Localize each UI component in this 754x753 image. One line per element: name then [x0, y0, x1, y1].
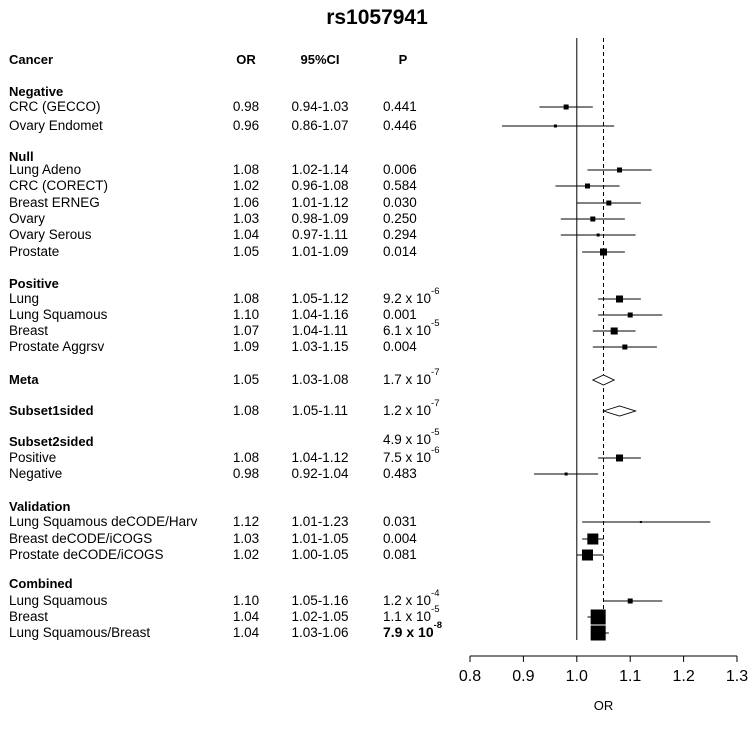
p-value: 1.2 x $10^{-7}$	[383, 398, 440, 418]
row-label: Negative	[9, 466, 63, 481]
estimate-box	[628, 313, 633, 318]
ci-value: 1.05-1.11	[291, 403, 349, 418]
or-value: 1.03	[232, 211, 260, 226]
group-p-value: 4.9 x $10^{-5}$	[383, 427, 440, 447]
x-tick-label: 1.0	[565, 668, 588, 685]
p-value: 0.030	[383, 195, 417, 210]
or-value: 1.04	[232, 227, 260, 242]
or-value: 1.04	[232, 625, 260, 640]
header-p: P	[398, 52, 408, 67]
p-value: 1.1 x $10^{-5}$	[383, 604, 440, 624]
or-value: 1.03	[232, 531, 260, 546]
or-value: 1.10	[232, 593, 260, 608]
ci-value: 1.01-1.09	[291, 244, 349, 259]
row-label: Lung Squamous	[9, 593, 108, 608]
x-tick-label: 0.9	[512, 668, 535, 685]
ci-value: 1.01-1.05	[291, 531, 349, 546]
or-value: 1.04	[232, 609, 260, 624]
row-label: Positive	[9, 450, 57, 465]
ci-value: 0.97-1.11	[291, 227, 349, 242]
or-value: 0.98	[232, 466, 260, 481]
estimate-box	[597, 234, 600, 237]
estimate-box	[591, 626, 606, 641]
ci-value: 1.02-1.14	[291, 162, 349, 177]
p-value: 0.441	[383, 99, 417, 114]
p-value: 0.584	[383, 178, 417, 193]
estimate-box	[622, 345, 627, 350]
or-value: 1.05	[232, 244, 260, 259]
or-value: 1.02	[232, 178, 260, 193]
header-cancer: Cancer	[9, 52, 54, 67]
p-value: 0.446	[383, 118, 417, 133]
x-tick-label: 1.3	[725, 668, 749, 685]
ci-value: 1.03-1.06	[291, 625, 349, 640]
or-value: 0.96	[232, 118, 260, 133]
estimate-box	[640, 521, 642, 523]
x-axis-label: OR	[593, 698, 614, 713]
p-value: 0.483	[383, 466, 417, 481]
estimate-box	[616, 296, 623, 303]
row-label: Lung Squamous/Breast	[9, 625, 151, 640]
header-ci: 95%CI	[300, 52, 340, 67]
group-title: Subset2sided	[9, 434, 94, 449]
p-value: 6.1 x $10^{-5}$	[383, 318, 440, 338]
ci-value: 1.01-1.23	[291, 514, 349, 529]
p-value: 7.5 x $10^{-6}$	[383, 445, 440, 465]
estimate-box	[582, 550, 593, 561]
ci-value: 1.04-1.11	[291, 323, 349, 338]
row-label: Lung	[9, 291, 40, 306]
group-title: Null	[9, 149, 34, 164]
p-value: 0.014	[383, 244, 417, 259]
estimate-box	[564, 105, 569, 110]
or-value: 1.06	[232, 195, 260, 210]
ci-value: 1.05-1.16	[291, 593, 349, 608]
row-label: Prostate	[9, 244, 60, 259]
header-or: OR	[236, 52, 256, 67]
p-value: 0.031	[383, 514, 417, 529]
ci-value: 1.01-1.12	[291, 195, 349, 210]
or-value: 1.08	[232, 450, 260, 465]
or-value: 1.07	[232, 323, 260, 338]
row-label: Lung Squamous	[9, 307, 108, 322]
estimate-box	[606, 201, 611, 206]
estimate-box	[585, 184, 590, 189]
p-value: 1.7 x $10^{-7}$	[383, 367, 440, 387]
estimate-box	[600, 249, 607, 256]
estimate-box	[554, 125, 557, 128]
ci-value: 0.92-1.04	[291, 466, 349, 481]
x-tick-label: 0.8	[458, 668, 482, 685]
p-value: 1.2 x $10^{-4}$	[383, 588, 440, 608]
x-tick-label: 1.1	[619, 668, 642, 685]
or-value: 1.02	[232, 547, 260, 562]
p-value: 0.081	[383, 547, 417, 562]
row-label: Breast	[9, 323, 49, 338]
x-tick-label: 1.2	[672, 668, 695, 685]
group-title: Combined	[9, 576, 73, 591]
chart-title: rs1057941	[326, 6, 428, 29]
row-label: CRC (CORECT)	[9, 178, 108, 193]
ci-value: 0.96-1.08	[291, 178, 349, 193]
or-value: 1.09	[232, 339, 260, 354]
group-title: Negative	[9, 84, 64, 99]
row-label: Prostate deCODE/iCOGS	[9, 547, 164, 562]
group-title: Validation	[9, 499, 71, 514]
summary-diamond	[593, 375, 614, 385]
or-value: 1.05	[232, 372, 260, 387]
estimate-box	[587, 534, 598, 545]
estimate-box	[617, 168, 622, 173]
summary-diamond	[604, 406, 636, 416]
row-label: Lung Adeno	[9, 162, 82, 177]
row-label: Prostate Aggrsv	[9, 339, 105, 354]
or-value: 1.12	[232, 514, 260, 529]
ci-value: 1.04-1.12	[291, 450, 349, 465]
or-value: 0.98	[232, 99, 260, 114]
group-title: Positive	[9, 276, 59, 291]
row-label: Breast deCODE/iCOGS	[9, 531, 153, 546]
ci-value: 1.00-1.05	[291, 547, 349, 562]
or-value: 1.08	[232, 403, 260, 418]
p-value: 9.2 x $10^{-6}$	[383, 286, 440, 306]
p-value: 0.001	[383, 307, 417, 322]
p-value: 0.006	[383, 162, 417, 177]
p-value: 0.250	[383, 211, 417, 226]
row-label: Breast	[9, 609, 49, 624]
group-title: Meta	[9, 372, 39, 387]
ci-value: 0.94-1.03	[291, 99, 349, 114]
p-value: 0.004	[383, 339, 417, 354]
row-label: Lung Squamous deCODE/Harv	[9, 514, 198, 529]
p-value: 0.004	[383, 531, 417, 546]
or-value: 1.08	[232, 291, 260, 306]
p-value: 7.9 x $10^{-8}$	[383, 620, 443, 640]
row-label: CRC (GECCO)	[9, 99, 101, 114]
ci-value: 1.05-1.12	[291, 291, 349, 306]
estimate-box	[616, 455, 623, 462]
row-label: Ovary Serous	[9, 227, 92, 242]
row-label: Breast ERNEG	[9, 195, 100, 210]
ci-value: 1.02-1.05	[291, 609, 349, 624]
row-label: Ovary	[9, 211, 46, 226]
estimate-box	[591, 610, 606, 625]
row-label: Ovary Endomet	[9, 118, 103, 133]
ci-value: 1.04-1.16	[291, 307, 349, 322]
or-value: 1.10	[232, 307, 260, 322]
group-title: Subset1sided	[9, 403, 94, 418]
estimate-box	[565, 473, 568, 476]
ci-value: 1.03-1.15	[291, 339, 349, 354]
ci-value: 1.03-1.08	[291, 372, 349, 387]
or-value: 1.08	[232, 162, 260, 177]
estimate-box	[611, 328, 618, 335]
estimate-box	[628, 599, 633, 604]
ci-value: 0.98-1.09	[291, 211, 349, 226]
p-value: 0.294	[383, 227, 417, 242]
estimate-box	[590, 217, 595, 222]
ci-value: 0.86-1.07	[291, 118, 349, 133]
